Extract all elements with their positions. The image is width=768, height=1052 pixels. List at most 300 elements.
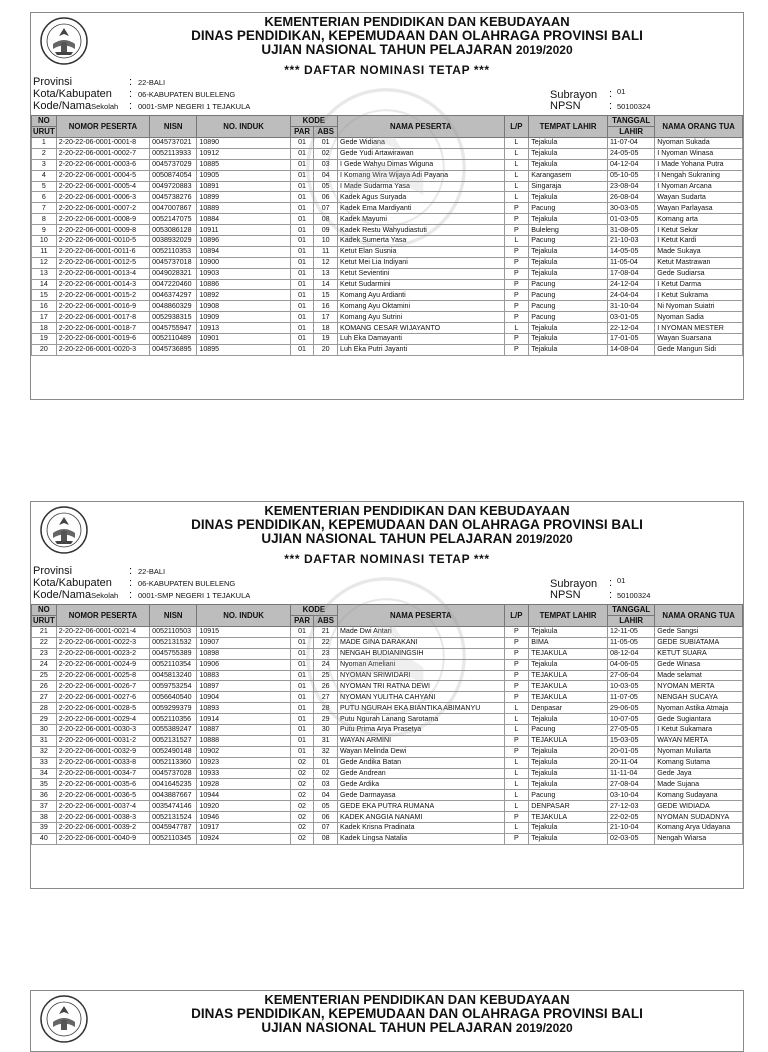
npsn-label: NPSN bbox=[550, 100, 581, 112]
cell-nomor-peserta: 2-20-22-06-0001-0002-7 bbox=[56, 148, 149, 159]
cell-tanggal-lahir: 03-01-05 bbox=[608, 312, 655, 323]
cell-nama-ortu: I Nyoman Winasa bbox=[655, 148, 743, 159]
cell-urut: 7 bbox=[32, 203, 57, 214]
cell-nama-ortu: Komang Sutama bbox=[655, 757, 743, 768]
cell-nisn: 0053086128 bbox=[150, 225, 197, 236]
cell-urut: 26 bbox=[32, 681, 57, 692]
cell-par: 01 bbox=[290, 344, 314, 355]
agency-title: DINAS PENDIDIKAN, KEPEMUDAAN DAN OLAHRAGA PROVINSI BALI bbox=[191, 517, 643, 532]
kota-value: 06-KABUPATEN BULELENG bbox=[138, 90, 236, 99]
cell-tanggal-lahir: 31-08-05 bbox=[608, 225, 655, 236]
cell-par: 01 bbox=[290, 246, 314, 257]
sheet-header bbox=[31, 502, 743, 566]
cell-nama-peserta: Wayan Melinda Dewi bbox=[338, 746, 505, 757]
cell-urut: 18 bbox=[32, 323, 57, 334]
cell-no-induk: 10901 bbox=[197, 334, 290, 345]
cell-par: 01 bbox=[290, 192, 314, 203]
header-nisn: NISN bbox=[150, 116, 197, 138]
cell-nisn: 0045755947 bbox=[150, 323, 197, 334]
cell-nama-ortu: I Made Yohana Putra bbox=[655, 159, 743, 170]
table-row bbox=[32, 768, 743, 779]
cell-urut: 40 bbox=[32, 833, 57, 844]
cell-lp: L bbox=[504, 790, 529, 801]
cell-lp: P bbox=[504, 225, 529, 236]
cell-nama-peserta: Kadek Agus Suryada bbox=[338, 192, 505, 203]
cell-tempat-lahir: Tejakula bbox=[529, 714, 608, 725]
cell-nama-ortu: Komang arta bbox=[655, 214, 743, 225]
cell-nama-peserta: Luh Eka Putri Jayanti bbox=[338, 344, 505, 355]
cell-par: 02 bbox=[290, 790, 314, 801]
cell-lp: P bbox=[504, 637, 529, 648]
cell-nomor-peserta: 2-20-22-06-0001-0031-2 bbox=[56, 735, 149, 746]
cell-nama-ortu: Wayan Parlayasa bbox=[655, 203, 743, 214]
cell-nomor-peserta: 2-20-22-06-0001-0006-3 bbox=[56, 192, 149, 203]
ministry-title: KEMENTERIAN PENDIDIKAN DAN KEBUDAYAAN bbox=[264, 14, 570, 29]
cell-nama-peserta: Ketut Sudarmini bbox=[338, 279, 505, 290]
cell-par: 01 bbox=[290, 268, 314, 279]
exam-year: 2019/2020 bbox=[515, 1021, 573, 1035]
cell-nama-peserta: Gede Andrean bbox=[338, 768, 505, 779]
cell-nisn: 0045738276 bbox=[150, 192, 197, 203]
sekolah-value: 0001-SMP NEGERI 1 TEJAKULA bbox=[138, 102, 251, 111]
npsn-value: 50100324 bbox=[617, 591, 651, 600]
cell-abs: 04 bbox=[314, 170, 338, 181]
cell-nama-ortu: I Ketut Sekar bbox=[655, 225, 743, 236]
cell-par: 01 bbox=[290, 692, 314, 703]
cell-abs: 31 bbox=[314, 735, 338, 746]
cell-lp: L bbox=[504, 236, 529, 247]
cell-tempat-lahir: Tejakula bbox=[529, 246, 608, 257]
header-abs: ABS bbox=[314, 616, 338, 627]
cell-nama-ortu: I Ketut Kardi bbox=[655, 236, 743, 247]
cell-tanggal-lahir: 27-05-05 bbox=[608, 725, 655, 736]
table-row bbox=[32, 203, 743, 214]
table-row bbox=[32, 627, 743, 638]
cell-no-induk: 10903 bbox=[197, 268, 290, 279]
cell-nama-ortu: GEDE SUBIATAMA bbox=[655, 637, 743, 648]
table-row bbox=[32, 812, 743, 823]
cell-nisn: 0052110503 bbox=[150, 627, 197, 638]
cell-nisn: 0049720883 bbox=[150, 181, 197, 192]
cell-no-induk: 10909 bbox=[197, 312, 290, 323]
cell-abs: 23 bbox=[314, 648, 338, 659]
cell-nama-peserta: Kadek Krisna Pradinata bbox=[338, 823, 505, 834]
table-row bbox=[32, 312, 743, 323]
cell-nama-peserta: Putu Ngurah Lanang Sarotama bbox=[338, 714, 505, 725]
provinsi-value: 22-BALI bbox=[138, 567, 166, 576]
cell-nomor-peserta: 2-20-22-06-0001-0040-9 bbox=[56, 833, 149, 844]
header-no-induk: NO. INDUK bbox=[197, 605, 290, 627]
cell-nomor-peserta: 2-20-22-06-0001-0009-8 bbox=[56, 225, 149, 236]
cell-lp: P bbox=[504, 833, 529, 844]
cell-no-induk: 10898 bbox=[197, 648, 290, 659]
cell-urut: 35 bbox=[32, 779, 57, 790]
list-title: *** DAFTAR NOMINASI TETAP *** bbox=[284, 63, 490, 77]
cell-abs: 19 bbox=[314, 334, 338, 345]
cell-par: 01 bbox=[290, 301, 314, 312]
colon: : bbox=[609, 88, 613, 100]
table-row bbox=[32, 779, 743, 790]
cell-tanggal-lahir: 31-10-04 bbox=[608, 301, 655, 312]
header-kode: KODE bbox=[290, 605, 337, 616]
header-urut: URUT bbox=[33, 127, 55, 136]
cell-tanggal-lahir: 03-10-04 bbox=[608, 790, 655, 801]
cell-tempat-lahir: Tejakula bbox=[529, 746, 608, 757]
cell-nisn: 0052131532 bbox=[150, 637, 197, 648]
cell-no-induk: 10885 bbox=[197, 159, 290, 170]
table-row bbox=[32, 257, 743, 268]
cell-par: 01 bbox=[290, 170, 314, 181]
cell-nama-ortu: Komang Arya Udayana bbox=[655, 823, 743, 834]
table-row bbox=[32, 790, 743, 801]
cell-nama-ortu: Wayan Suarsana bbox=[655, 334, 743, 345]
provinsi-value: 22-BALI bbox=[138, 78, 166, 87]
cell-tempat-lahir: Tejakula bbox=[529, 757, 608, 768]
cell-urut: 8 bbox=[32, 214, 57, 225]
colon: : bbox=[129, 76, 133, 88]
sheet-1 bbox=[30, 12, 744, 400]
cell-urut: 14 bbox=[32, 279, 57, 290]
cell-nama-peserta: Gede Darmayasa bbox=[338, 790, 505, 801]
table-header bbox=[32, 116, 743, 138]
cell-urut: 1 bbox=[32, 138, 57, 149]
cell-nomor-peserta: 2-20-22-06-0001-0013-4 bbox=[56, 268, 149, 279]
header-nisn: NISN bbox=[150, 605, 197, 627]
cell-abs: 24 bbox=[314, 659, 338, 670]
cell-tempat-lahir: Tejakula bbox=[529, 768, 608, 779]
kota-value: 06-KABUPATEN BULELENG bbox=[138, 579, 236, 588]
cell-nama-ortu: WAYAN MERTA bbox=[655, 735, 743, 746]
cell-tempat-lahir: Tejakula bbox=[529, 268, 608, 279]
cell-par: 02 bbox=[290, 812, 314, 823]
cell-no-induk: 10915 bbox=[197, 627, 290, 638]
cell-nama-ortu: NYOMAN SUDADNYA bbox=[655, 812, 743, 823]
cell-abs: 27 bbox=[314, 692, 338, 703]
subrayon-value: 01 bbox=[617, 87, 626, 96]
cell-lp: P bbox=[504, 812, 529, 823]
cell-nama-peserta: Kadek Lingsa Natalia bbox=[338, 833, 505, 844]
table-row bbox=[32, 334, 743, 345]
cell-nomor-peserta: 2-20-22-06-0001-0023-2 bbox=[56, 648, 149, 659]
header-nomor-peserta: NOMOR PESERTA bbox=[56, 605, 149, 627]
cell-nisn: 0045736895 bbox=[150, 344, 197, 355]
cell-tanggal-lahir: 05-10-05 bbox=[608, 170, 655, 181]
cell-urut: 30 bbox=[32, 725, 57, 736]
cell-nomor-peserta: 2-20-22-06-0001-0019-6 bbox=[56, 334, 149, 345]
cell-nama-ortu: Nyoman Sukada bbox=[655, 138, 743, 149]
cell-par: 01 bbox=[290, 290, 314, 301]
cell-urut: 29 bbox=[32, 714, 57, 725]
cell-urut: 13 bbox=[32, 268, 57, 279]
cell-nama-peserta: Ketut Mei Lia Indiyani bbox=[338, 257, 505, 268]
cell-lp: P bbox=[504, 203, 529, 214]
cell-abs: 10 bbox=[314, 236, 338, 247]
cell-tempat-lahir: Tejakula bbox=[529, 159, 608, 170]
colon: : bbox=[609, 100, 613, 112]
cell-nomor-peserta: 2-20-22-06-0001-0028-5 bbox=[56, 703, 149, 714]
cell-nama-ortu: I Nyoman Arcana bbox=[655, 181, 743, 192]
cell-nisn: 0055389247 bbox=[150, 725, 197, 736]
cell-nisn: 0052110353 bbox=[150, 246, 197, 257]
cell-abs: 08 bbox=[314, 833, 338, 844]
cell-tempat-lahir: TEJAKULA bbox=[529, 648, 608, 659]
cell-abs: 02 bbox=[314, 148, 338, 159]
cell-no-induk: 10900 bbox=[197, 257, 290, 268]
cell-nama-peserta: WAYAN ARMINI bbox=[338, 735, 505, 746]
cell-urut: 17 bbox=[32, 312, 57, 323]
cell-lp: L bbox=[504, 823, 529, 834]
cell-tanggal-lahir: 24-12-04 bbox=[608, 279, 655, 290]
header-abs: ABS bbox=[314, 127, 338, 138]
cell-nama-peserta: Putu Prima Arya Prasetya bbox=[338, 725, 505, 736]
npsn-value: 50100324 bbox=[617, 102, 651, 111]
subrayon-value: 01 bbox=[617, 576, 626, 585]
exam-title-text: UJIAN NASIONAL TAHUN PELAJARAN bbox=[261, 1020, 513, 1035]
cell-abs: 01 bbox=[314, 138, 338, 149]
cell-tanggal-lahir: 24-04-04 bbox=[608, 290, 655, 301]
sekolah-label: Sekolah bbox=[91, 102, 119, 111]
cell-tanggal-lahir: 11-07-04 bbox=[608, 138, 655, 149]
cell-nisn: 0045737018 bbox=[150, 257, 197, 268]
cell-nomor-peserta: 2-20-22-06-0001-0015-2 bbox=[56, 290, 149, 301]
sheet-3 bbox=[30, 990, 744, 1052]
table-row bbox=[32, 725, 743, 736]
cell-nomor-peserta: 2-20-22-06-0001-0033-8 bbox=[56, 757, 149, 768]
cell-urut: 22 bbox=[32, 637, 57, 648]
cell-par: 01 bbox=[290, 138, 314, 149]
cell-tanggal-lahir: 11-05-04 bbox=[608, 257, 655, 268]
agency-title: DINAS PENDIDIKAN, KEPEMUDAAN DAN OLAHRAGA PROVINSI BALI bbox=[191, 28, 643, 43]
cell-urut: 19 bbox=[32, 334, 57, 345]
cell-tempat-lahir: Pacung bbox=[529, 203, 608, 214]
exam-year: 2019/2020 bbox=[515, 43, 573, 57]
ministry-title: KEMENTERIAN PENDIDIKAN DAN KEBUDAYAAN bbox=[264, 992, 570, 1007]
subrayon-label: Subrayon bbox=[550, 578, 598, 590]
cell-nisn: 0043887667 bbox=[150, 790, 197, 801]
provinsi-label: Provinsi bbox=[33, 76, 73, 88]
cell-no-induk: 10928 bbox=[197, 779, 290, 790]
cell-lp: P bbox=[504, 214, 529, 225]
cell-urut: 31 bbox=[32, 735, 57, 746]
cell-no-induk: 10899 bbox=[197, 192, 290, 203]
cell-lp: L bbox=[504, 703, 529, 714]
cell-par: 01 bbox=[290, 312, 314, 323]
table-row bbox=[32, 138, 743, 149]
cell-no-induk: 10888 bbox=[197, 735, 290, 746]
table-row bbox=[32, 735, 743, 746]
cell-tempat-lahir: Singaraja bbox=[529, 181, 608, 192]
exam-title bbox=[91, 42, 743, 57]
cell-nomor-peserta: 2-20-22-06-0001-0025-8 bbox=[56, 670, 149, 681]
cell-no-induk: 10884 bbox=[197, 214, 290, 225]
cell-urut: 25 bbox=[32, 670, 57, 681]
cell-no-induk: 10914 bbox=[197, 714, 290, 725]
cell-nama-ortu: Gede Mangun Sidi bbox=[655, 344, 743, 355]
cell-urut: 9 bbox=[32, 225, 57, 236]
cell-abs: 03 bbox=[314, 159, 338, 170]
kode-nama-label bbox=[33, 100, 118, 112]
table-row bbox=[32, 659, 743, 670]
table-row bbox=[32, 225, 743, 236]
cell-tempat-lahir: Tejakula bbox=[529, 214, 608, 225]
cell-tanggal-lahir: 22-12-04 bbox=[608, 323, 655, 334]
cell-tempat-lahir: TEJAKULA bbox=[529, 735, 608, 746]
table-header bbox=[32, 605, 743, 627]
cell-abs: 09 bbox=[314, 225, 338, 236]
cell-urut: 28 bbox=[32, 703, 57, 714]
colon: : bbox=[129, 577, 133, 589]
cell-no-induk: 10889 bbox=[197, 203, 290, 214]
cell-no-induk: 10923 bbox=[197, 757, 290, 768]
colon: : bbox=[129, 88, 133, 100]
cell-par: 01 bbox=[290, 148, 314, 159]
cell-par: 02 bbox=[290, 823, 314, 834]
cell-nama-ortu: Made Sujana bbox=[655, 779, 743, 790]
cell-nama-ortu: Gede Sugiantara bbox=[655, 714, 743, 725]
cell-nama-peserta: Komang Ayu Sutrini bbox=[338, 312, 505, 323]
cell-tempat-lahir: Buleleng bbox=[529, 225, 608, 236]
cell-nomor-peserta: 2-20-22-06-0001-0037-4 bbox=[56, 801, 149, 812]
cell-nisn: 0052110489 bbox=[150, 334, 197, 345]
cell-urut: 23 bbox=[32, 648, 57, 659]
cell-par: 01 bbox=[290, 648, 314, 659]
cell-abs: 06 bbox=[314, 812, 338, 823]
exam-title-text: UJIAN NASIONAL TAHUN PELAJARAN bbox=[261, 42, 513, 57]
cell-nomor-peserta: 2-20-22-06-0001-0016-9 bbox=[56, 301, 149, 312]
cell-tempat-lahir: Pacung bbox=[529, 790, 608, 801]
npsn-label: NPSN bbox=[550, 589, 581, 601]
cell-tanggal-lahir: 10-07-05 bbox=[608, 714, 655, 725]
cell-nisn: 0048860329 bbox=[150, 301, 197, 312]
cell-nisn: 0052490148 bbox=[150, 746, 197, 757]
nominee-table bbox=[31, 604, 743, 845]
cell-par: 02 bbox=[290, 768, 314, 779]
table-row bbox=[32, 268, 743, 279]
kode-nama-label bbox=[33, 589, 118, 601]
cell-abs: 22 bbox=[314, 637, 338, 648]
table-row bbox=[32, 833, 743, 844]
cell-nomor-peserta: 2-20-22-06-0001-0039-2 bbox=[56, 823, 149, 834]
cell-abs: 03 bbox=[314, 779, 338, 790]
cell-tanggal-lahir: 23-08-04 bbox=[608, 181, 655, 192]
cell-tanggal-lahir: 04-06-05 bbox=[608, 659, 655, 670]
sheet-2 bbox=[30, 501, 744, 889]
table-row bbox=[32, 181, 743, 192]
header-no: NO bbox=[32, 116, 57, 127]
cell-abs: 20 bbox=[314, 344, 338, 355]
cell-nama-ortu: I Nengah Sukraning bbox=[655, 170, 743, 181]
table-row bbox=[32, 637, 743, 648]
cell-no-induk: 10893 bbox=[197, 703, 290, 714]
cell-tanggal-lahir: 27-08-04 bbox=[608, 779, 655, 790]
cell-tanggal-lahir: 12-11-05 bbox=[608, 627, 655, 638]
cell-tanggal-lahir: 17-01-05 bbox=[608, 334, 655, 345]
cell-nisn: 0052113360 bbox=[150, 757, 197, 768]
cell-nama-ortu: Nengah Wiarsa bbox=[655, 833, 743, 844]
cell-lp: P bbox=[504, 279, 529, 290]
colon: : bbox=[129, 589, 133, 601]
cell-nisn: 0035474146 bbox=[150, 801, 197, 812]
cell-urut: 12 bbox=[32, 257, 57, 268]
cell-urut: 3 bbox=[32, 159, 57, 170]
cell-no-induk: 10907 bbox=[197, 637, 290, 648]
cell-lp: L bbox=[504, 192, 529, 203]
cell-nomor-peserta: 2-20-22-06-0001-0004-5 bbox=[56, 170, 149, 181]
cell-tempat-lahir: TEJAKULA bbox=[529, 692, 608, 703]
cell-nomor-peserta: 2-20-22-06-0001-0032-9 bbox=[56, 746, 149, 757]
cell-tanggal-lahir: 14-05-05 bbox=[608, 246, 655, 257]
table-row bbox=[32, 246, 743, 257]
cell-tempat-lahir: Tejakula bbox=[529, 257, 608, 268]
cell-nama-peserta: Komang Ayu Oktamini bbox=[338, 301, 505, 312]
table-row bbox=[32, 757, 743, 768]
cell-no-induk: 10913 bbox=[197, 323, 290, 334]
cell-nomor-peserta: 2-20-22-06-0001-0001-8 bbox=[56, 138, 149, 149]
cell-abs: 04 bbox=[314, 790, 338, 801]
cell-urut: 6 bbox=[32, 192, 57, 203]
cell-nama-ortu: I Ketut Sukamara bbox=[655, 725, 743, 736]
agency-title: DINAS PENDIDIKAN, KEPEMUDAAN DAN OLAHRAGA PROVINSI BALI bbox=[191, 1006, 643, 1021]
cell-no-induk: 10904 bbox=[197, 692, 290, 703]
cell-tempat-lahir: Tejakula bbox=[529, 192, 608, 203]
cell-nama-ortu: KETUT SUARA bbox=[655, 648, 743, 659]
cell-nama-peserta: MADE GINA DARAKANI bbox=[338, 637, 505, 648]
cell-nisn: 0052110356 bbox=[150, 714, 197, 725]
cell-urut: 38 bbox=[32, 812, 57, 823]
cell-nisn: 0056640540 bbox=[150, 692, 197, 703]
header-nama-ortu: NAMA ORANG TUA bbox=[655, 605, 743, 627]
cell-tanggal-lahir: 15-03-05 bbox=[608, 735, 655, 746]
colon: : bbox=[609, 577, 613, 589]
cell-nisn: 0052131524 bbox=[150, 812, 197, 823]
cell-par: 01 bbox=[290, 203, 314, 214]
sekolah-label: Sekolah bbox=[91, 591, 119, 600]
cell-tanggal-lahir: 14-08-04 bbox=[608, 344, 655, 355]
cell-no-induk: 10895 bbox=[197, 344, 290, 355]
cell-nama-ortu: Gede Jaya bbox=[655, 768, 743, 779]
cell-no-induk: 10946 bbox=[197, 812, 290, 823]
header-tanggal: TANGGAL bbox=[608, 605, 655, 616]
cell-nomor-peserta: 2-20-22-06-0001-0014-3 bbox=[56, 279, 149, 290]
cell-abs: 15 bbox=[314, 290, 338, 301]
cell-tanggal-lahir: 08-12-04 bbox=[608, 648, 655, 659]
cell-par: 01 bbox=[290, 714, 314, 725]
cell-abs: 05 bbox=[314, 181, 338, 192]
cell-abs: 25 bbox=[314, 670, 338, 681]
cell-no-induk: 10892 bbox=[197, 290, 290, 301]
cell-lp: P bbox=[504, 627, 529, 638]
cell-tempat-lahir: TEJAKULA bbox=[529, 812, 608, 823]
cell-nomor-peserta: 2-20-22-06-0001-0017-8 bbox=[56, 312, 149, 323]
cell-nama-ortu: Nyoman Sadia bbox=[655, 312, 743, 323]
cell-no-induk: 10902 bbox=[197, 746, 290, 757]
table-row bbox=[32, 192, 743, 203]
cell-abs: 18 bbox=[314, 323, 338, 334]
cell-tempat-lahir: Denpasar bbox=[529, 703, 608, 714]
cell-nama-peserta: KOMANG CESAR WIJAYANTO bbox=[338, 323, 505, 334]
cell-tanggal-lahir: 17-08-04 bbox=[608, 268, 655, 279]
cell-lp: P bbox=[504, 692, 529, 703]
cell-nama-ortu: Nyoman Muliarta bbox=[655, 746, 743, 757]
cell-nisn: 0045737021 bbox=[150, 138, 197, 149]
cell-no-induk: 10905 bbox=[197, 170, 290, 181]
cell-nama-peserta: Ketut Elan Susnia bbox=[338, 246, 505, 257]
cell-tempat-lahir: Tejakula bbox=[529, 323, 608, 334]
exam-title bbox=[91, 531, 743, 546]
cell-nomor-peserta: 2-20-22-06-0001-0030-3 bbox=[56, 725, 149, 736]
cell-nama-peserta: Komang Ayu Ardianti bbox=[338, 290, 505, 301]
cell-nomor-peserta: 2-20-22-06-0001-0012-5 bbox=[56, 257, 149, 268]
